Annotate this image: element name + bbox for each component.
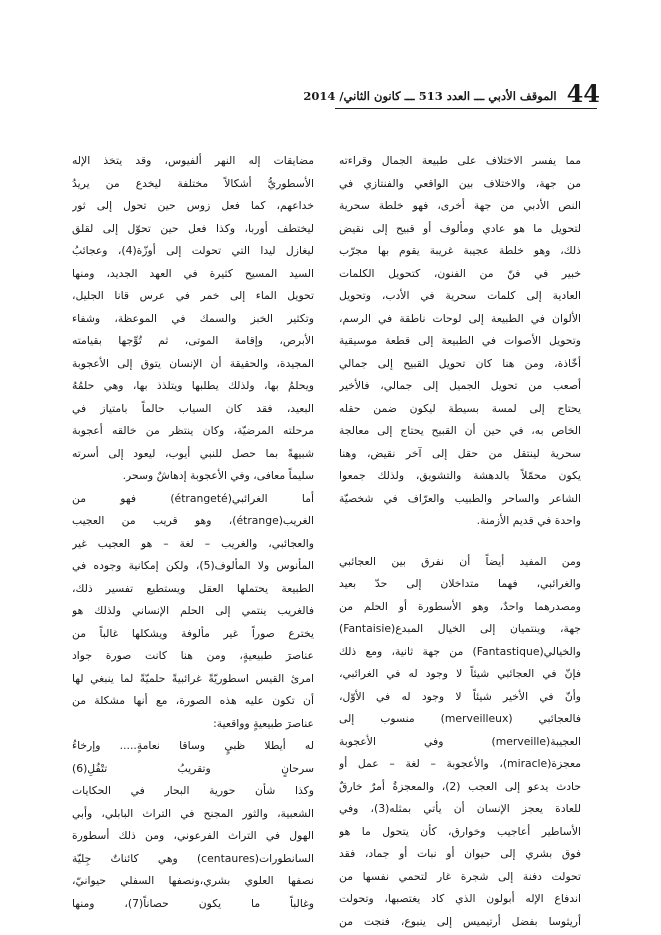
- text-line: ليغازل ليدا التي تحولت إلى أوزّة(4)، وعجائبُ: [72, 244, 314, 257]
- text-line: المأنوس ولا المألوف(5)، ولكن إمكانية وجوده في: [72, 559, 314, 572]
- text-line: فالغريب ينتمي إلى الحلم الإنساني ولذلك هو: [72, 604, 314, 617]
- text-line: الهول في التراث الفرعوني، ومن ذلك أسطورة: [72, 829, 314, 842]
- text-line: واحدة في قديم الأزمنة.: [476, 514, 581, 527]
- text-line: العادية إلى كلمات سحرية في الأدب، وتحويل: [339, 289, 581, 302]
- poem-verse: سرحانٍ وتقريبُ تتْفُلِ(6): [72, 761, 314, 775]
- text-line: الأبرص، وإقامة الموتى، ثم تُوِّجها بقيامته: [72, 334, 314, 347]
- text-line: تحولت دفنة إلى شجرة غار لتحمي نفسها من: [339, 869, 581, 883]
- text-line: يكون محمّلاً بالدهشة والتشويق، ولذلك جمعوا: [339, 469, 581, 482]
- text-line: النص الأدبي من جهة أخرى، فهو خلطة سحرية: [339, 199, 581, 212]
- text-line: أخّاذة، ومن هنا كان تحويل القبيح إلى جمالي: [339, 356, 581, 370]
- text-line: وتحويل الأصوات في الطبيعة إلى قطعة موسيقية: [339, 334, 581, 347]
- text-line: فوق بشري إلى حيوان أو نبات أو جماد، فقد: [339, 847, 581, 860]
- text-line: البعيد، فقد كان السياب حالماً بامتياز في: [72, 401, 314, 415]
- text-column-right: [339, 150, 581, 933]
- text-line: امرئ القيس اسطوريّةً غرائبيةً حلميّةً لما ينبغي لها: [72, 671, 314, 685]
- text-line: أما الغرائبي(étrangeté) فهو من: [72, 491, 314, 505]
- text-line: المجيدة، والحقيقة أن الإنسان يتوق إلى الأعجوبة: [72, 356, 314, 370]
- text-line: فإنّ في العجائبي شيئاً لا وجود له في الغرائبي،: [339, 667, 581, 680]
- text-line: أريثوسا بفضل أرتيميس إلى ينبوع، فنجت من: [339, 914, 581, 928]
- text-line: ليختطف أوربا، وكذا فعل حين تحوّل إلى لقلق: [72, 221, 314, 235]
- text-line: خداعهم، كما فعل زوس حين تحول إلى ثور: [72, 199, 314, 212]
- text-line: من جهة، والاختلاف بين الواقعي والفنتازي في: [339, 176, 581, 190]
- text-line: نصفها العلوي بشري،ونصفها السفلي حيوانيّ،: [72, 874, 314, 887]
- text-line: خبير في فنّ من الفنون، كتحويل الكلمات: [339, 266, 581, 280]
- text-line: وتكثير الخبز والسمك في الموعظة، وشفاء: [72, 311, 314, 325]
- page-number: 44: [566, 79, 600, 108]
- issue-title: الموقف الأدبي ـــ العدد 513 ـــ كانون الثاني/ 2014: [303, 89, 557, 103]
- text-line: ذلك، وهو خلطة عجيبة غريبة يقوم بها مجرّب: [339, 244, 581, 257]
- poem-verse: له أيطلا ظبيٍ وساقا نعامةٍ..... وإرخاءُ: [72, 739, 314, 752]
- text-line: يحتاج إلى لمسة بسيطة ليكون ضمن حقله: [339, 401, 581, 415]
- text-line: تحويل الماء إلى خمر في عرس قانا الجليل،: [72, 289, 314, 302]
- text-line: أصعب من تحويل الجميل إلى جمالي، فالأخير: [339, 379, 581, 392]
- text-line: جهة، وينتميان إلى الخيال المبدع(Fantaisie): [339, 622, 581, 635]
- text-line: عناصرَ طبيعيةٍ وواقعية:: [213, 716, 314, 730]
- text-line: شبيهةً بما حصل للنبي أيوب، ليعود إلى أسرته: [72, 446, 314, 460]
- text-line: فالعجائبي (merveilleux) منسوب إلى: [339, 712, 581, 725]
- text-line: مما يفسر الاختلاف على طبيعة الجمال وقراءته: [339, 154, 581, 167]
- text-line: والغرائبي، فهما متداخلان إلى حدّ بعيد: [339, 577, 581, 590]
- text-line: عناصرَ طبيعيةٍ، ومن هنا كانت صورة جواد: [72, 649, 314, 662]
- text-line: السيد المسيح كثيرة في العهد الجديد، ومنها: [72, 266, 314, 280]
- text-line: العجيبة(merveille) وفي الأعجوبة: [339, 734, 581, 748]
- text-line: الطبيعة يحتملها العقل ويستطيع تفسير ذلك،: [72, 581, 314, 595]
- text-line: الشعبية، والثور المجنح في التراث البابلي، وأبي: [72, 806, 314, 820]
- text-line: ويحلمُ بها، ولذلك يطلبها ويتلذذ بها، وهي حلمُهُ: [72, 379, 314, 392]
- text-line: الأسطوريُّ أشكالاً مختلفة ليخدع من يريدُ: [72, 176, 314, 190]
- text-line: مضايقات إله النهر ألفيوس، وقد يتخذ الإله: [72, 154, 314, 167]
- text-line: والخيالي(Fantastique) من جهة ثانية، ومع ذلك: [339, 644, 581, 658]
- text-column-left: [72, 150, 314, 915]
- text-line: وغالباً ما يكون حصاناً(7)، ومنها: [72, 896, 314, 910]
- text-line: اندفاع الإله أبولون الذي كاد يغتصبها، وتحولت: [339, 892, 581, 905]
- header-rule: [335, 108, 597, 109]
- text-line: سحرية لينتقل من حقل إلى آخر نقيض، وهنا: [339, 446, 581, 460]
- text-line: الشاعر والساحر والطبيب والعرّاف في شخصيّة: [339, 491, 581, 505]
- text-line: ومصدرهما واحدٌ، وهو الأسطورة أو الحلم من: [339, 599, 581, 613]
- text-line: الأساطير أعاجيب وخوارق، كأن يتحول ما هو: [339, 824, 581, 838]
- text-line: حادث يدعو إلى العجب (2)، والمعجزةُ أمرٌ خارقٌ: [339, 779, 581, 793]
- text-line: سليماً معافى، وفي الأعجوبة إدهاشٌ وسحر.: [122, 469, 314, 482]
- text-line: وأنّ في الأخير شيئاً لا وجود له في الأوّل،: [339, 689, 581, 703]
- text-line: للعادة يعجز الإنسان أن يأتي بمثله(3)، وفي: [339, 802, 581, 815]
- text-line: الألوان في الطبيعة إلى لوحات ناطقة في الرسم،: [339, 311, 581, 325]
- text-line: الخاص به، في حين أن القبيح يحتاج إلى معالجة: [339, 424, 581, 437]
- text-line: وكذا شأن حورية البحار في الحكايات: [72, 784, 314, 797]
- text-line: مرحلته المرضيّة، وكان ينتظر من خالقه أعجوبة: [72, 424, 314, 437]
- text-line: ومن المفيد أيضاً أن نفرق بين العجائبي: [339, 554, 581, 568]
- text-line: والعجائبي، والغريب – لغة – هو العجيب غير: [72, 536, 314, 550]
- running-header: [303, 79, 600, 108]
- text-line: معجزة(miracle)، والأعجوبة – لغة – عمل أو: [339, 757, 581, 770]
- text-line: الغريب(étrange)، وهو قريب من العجيب: [72, 514, 314, 527]
- text-line: يخترع صوراً غير مألوفة ويشكلها غالباً من: [72, 626, 314, 640]
- text-line: لتحويل ما هو عادي ومألوف أو قبيح إلى نقيض: [339, 221, 581, 235]
- text-line: أن تكون عليه هذه الصورة، مع أنها مشكلة من: [72, 694, 314, 707]
- text-line: السانطورات(centaures) وهي كائناتٌ جِليّة: [72, 851, 314, 865]
